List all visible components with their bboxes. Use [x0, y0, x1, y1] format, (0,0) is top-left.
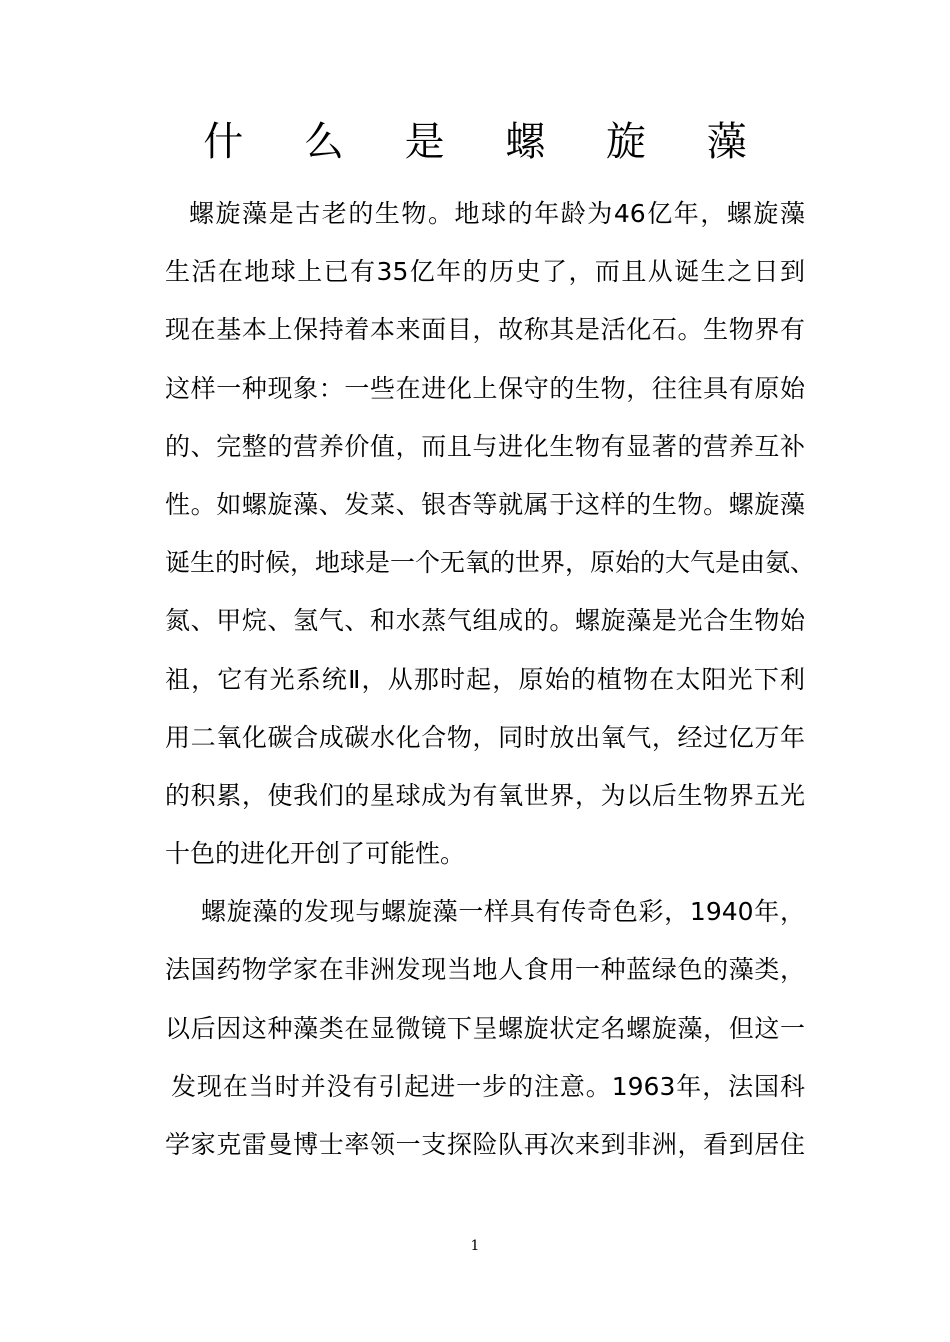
- paragraph-line: 祖，它有光系统Ⅱ，从那时起，原始的植物在太阳光下利: [165, 664, 805, 694]
- paragraph-line: 的积累，使我们的星球成为有氧世界，为以后生物界五光: [165, 780, 805, 810]
- paragraph-line: 用二氧化碳合成碳水化合物，同时放出氧气，经过亿万年: [165, 722, 805, 752]
- paragraph-line: 十色的进化开创了可能性。: [165, 839, 466, 869]
- body-text: [165, 185, 816, 1174]
- page-number: 1: [470, 1238, 480, 1254]
- paragraph-line: 现在基本上保持着本来面目，故称其是活化石。生物界有: [165, 315, 805, 345]
- paragraph-line: 以后因这种藻类在显微镜下呈螺旋状定名螺旋藻，但这一: [165, 1013, 805, 1043]
- paragraph-line: 诞生的时候，地球是一个无氧的世界，原始的大气是由氨、: [165, 548, 816, 578]
- paragraph-line: 这样一种现象：一些在进化上保守的生物，往往具有原始: [165, 373, 805, 403]
- paragraph-line: 氮、甲烷、氢气、和水蒸气组成的。螺旋藻是光合生物始: [165, 606, 805, 636]
- paragraph-line: 学家克雷曼博士率领一支探险队再次来到非洲，看到居住: [165, 1130, 805, 1159]
- paragraph-line: 生活在地球上已有35亿年的历史了，而且从诞生之日到: [165, 257, 805, 287]
- document-title: 什 么 是 螺 旋 藻: [203, 119, 771, 165]
- paragraph-line: 的、完整的营养价值，而且与进化生物有显著的营养互补: [165, 431, 805, 461]
- paragraph-line: 螺旋藻的发现与螺旋藻一样具有传奇色彩，1940年，: [201, 897, 805, 927]
- paragraph-line: 法国药物学家在非洲发现当地人食用一种蓝绿色的藻类，: [165, 955, 805, 985]
- paragraph-line: 螺旋藻是古老的生物。地球的年龄为46亿年，螺旋藻: [189, 199, 805, 228]
- paragraph-line: 性。如螺旋藻、发菜、银杏等就属于这样的生物。螺旋藻: [165, 489, 805, 519]
- paragraph-line: 发现在当时并没有引起进一步的注意。1963年，法国科: [171, 1071, 805, 1101]
